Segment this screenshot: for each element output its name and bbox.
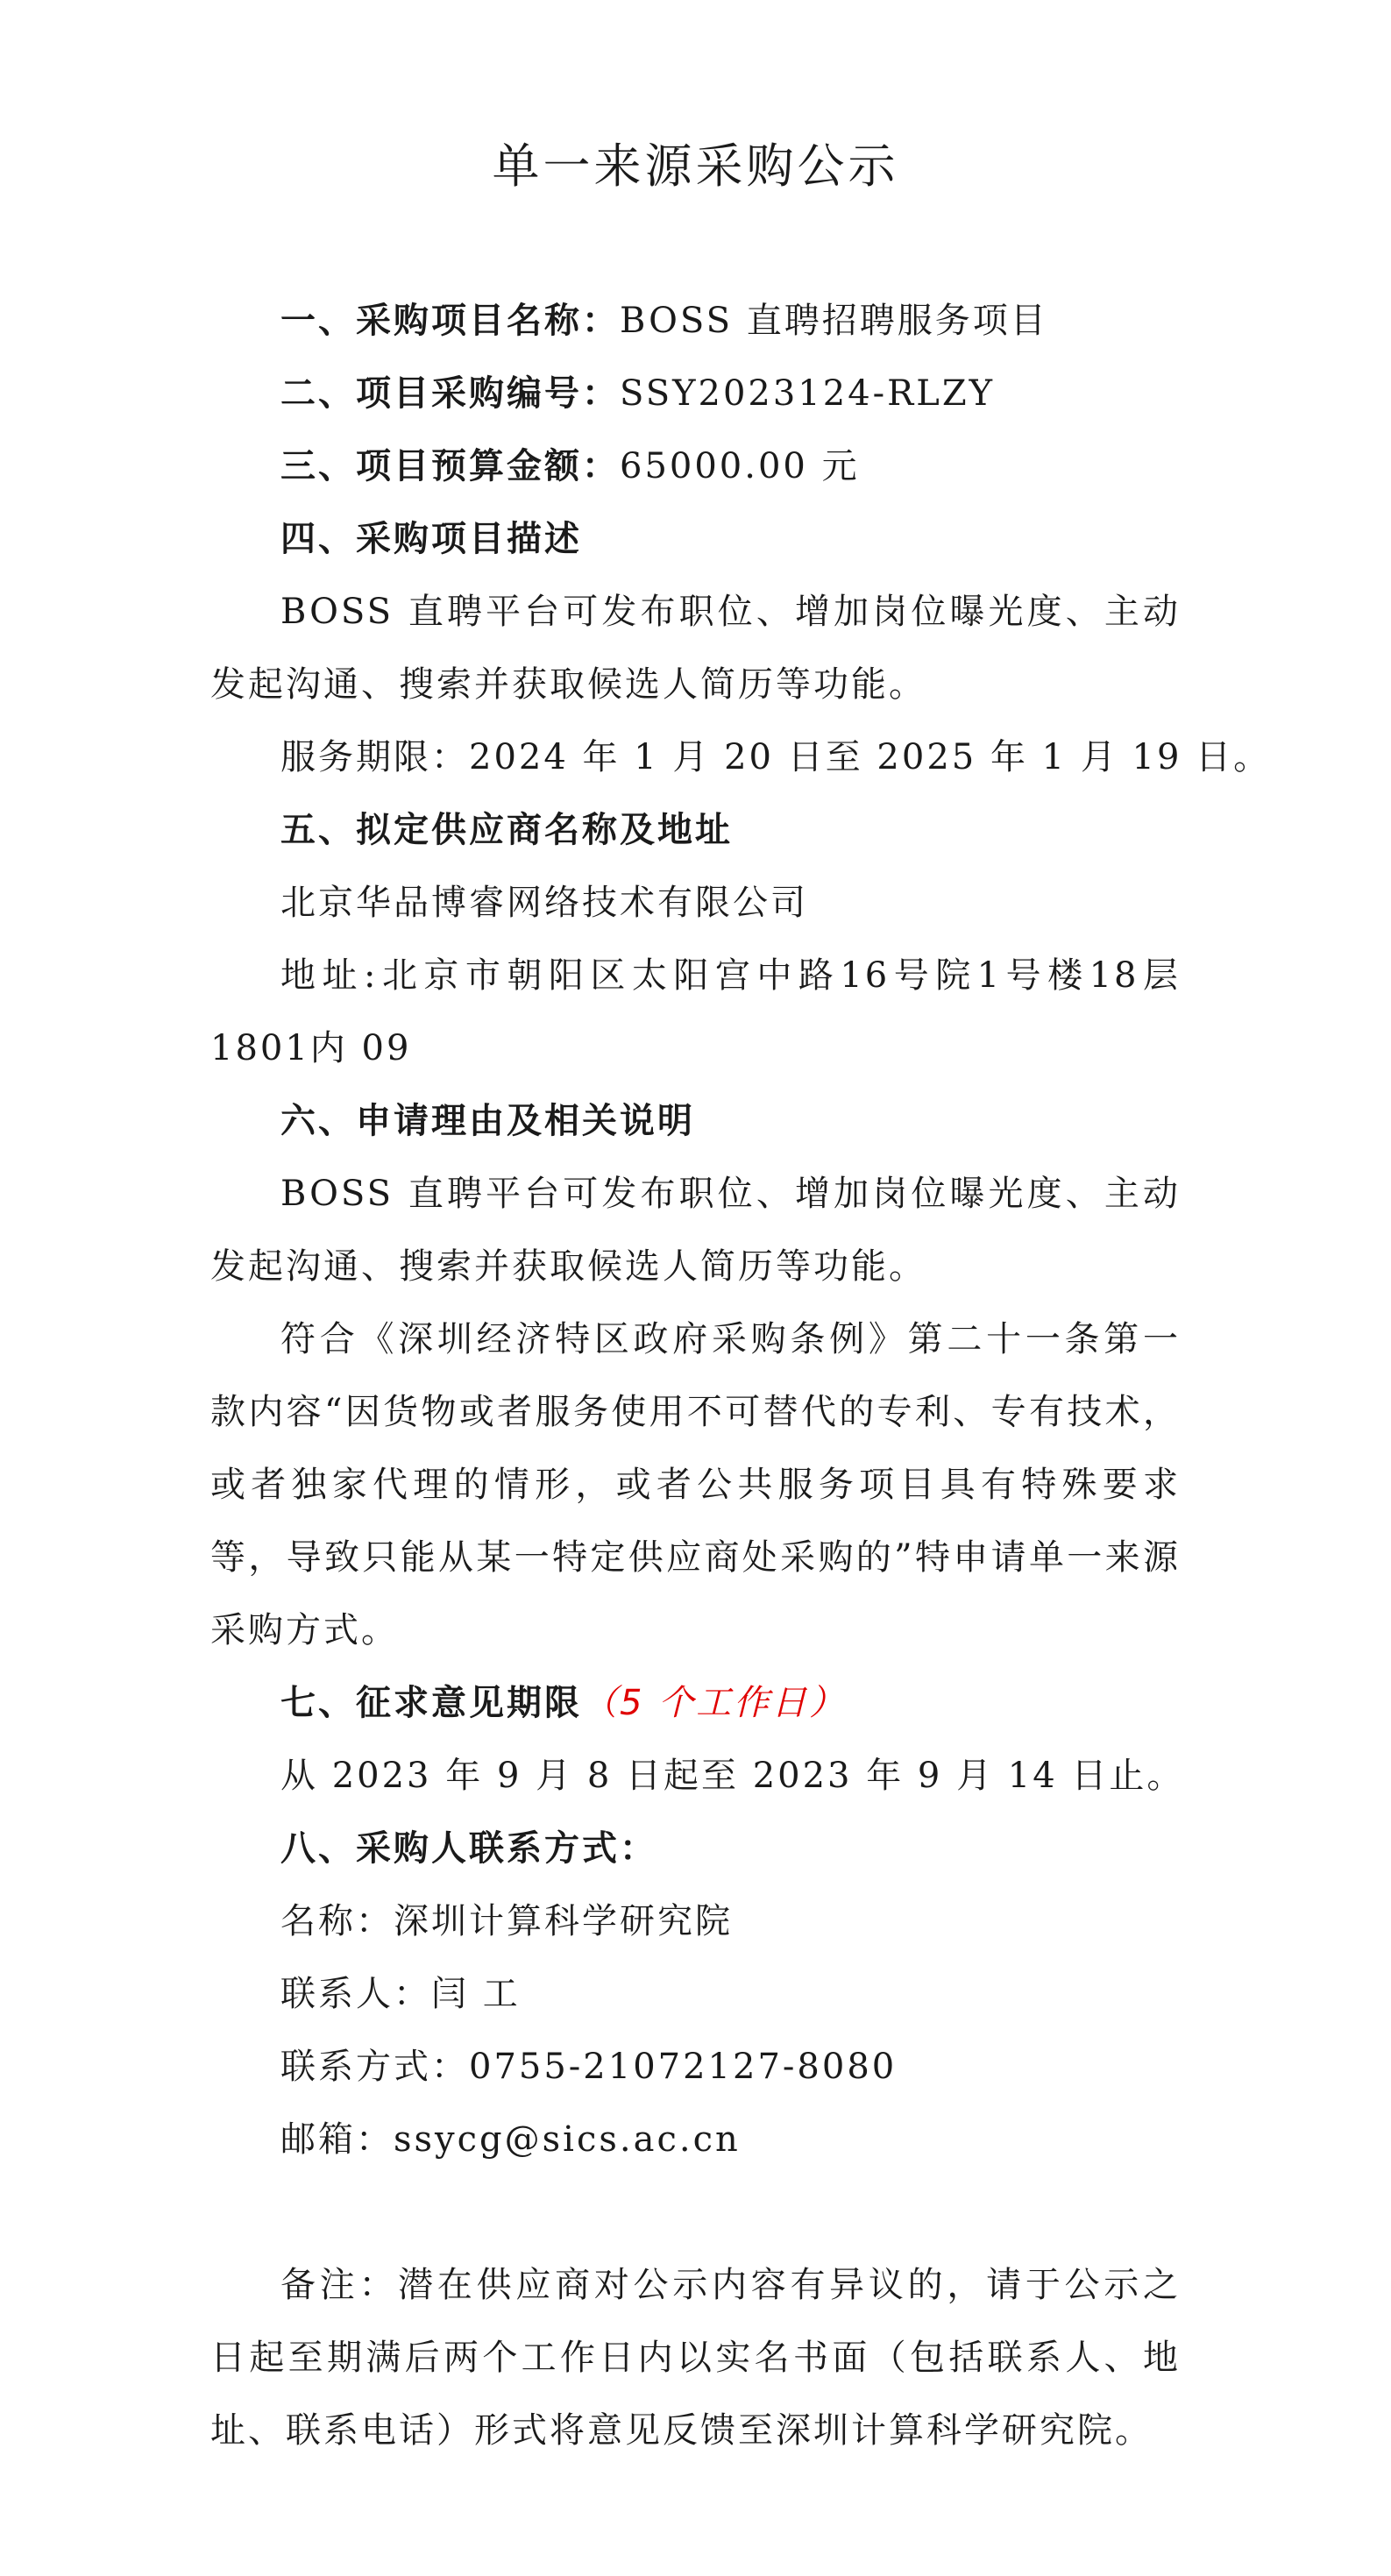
budget-label: 三、项目预算金额： xyxy=(280,446,620,486)
description-heading: 四、采购项目描述 xyxy=(280,519,582,559)
purchaser-contact-person: 联系人：闫 工 xyxy=(280,1974,521,2014)
page-title: 单一来源采购公示 xyxy=(492,138,899,194)
purchaser-phone: 联系方式：0755-21072127-8080 xyxy=(280,2047,898,2087)
supplier-address: 地址:北京市朝阳区太阳宫中路16号院1号楼18层1801内 09 xyxy=(210,955,1181,1068)
reason-description: BOSS 直聘平台可发布职位、增加岗位曝光度、主动发起沟通、搜索并获取候选人简历等功能。 xyxy=(210,1174,1181,1287)
purchaser-email: 邮箱：ssycg@sics.ac.cn xyxy=(280,2119,741,2160)
supplier-name: 北京华品博睿网络技术有限公司 xyxy=(280,883,808,923)
reason-legal-basis: 符合《深圳经济特区政府采购条例》第二十一条第一款内容“因货物或者服务使用不可替代的专利、专有技术，或者独家代理的情形，或者公共服务项目具有特殊要求等，导致只能从某一特定供应商处采购的”特申请单一来源采购方式。 xyxy=(210,1319,1181,1650)
remark-text: 备注：潜在供应商对公示内容有异议的，请于公示之日起至期满后两个工作日内以实名书面（包括联系人、地址、联系电话）形式将意见反馈至深圳计算科学研究院。 xyxy=(210,2265,1181,2451)
supplier-heading: 五、拟定供应商名称及地址 xyxy=(280,810,733,850)
budget-value: 65000.00 元 xyxy=(620,446,860,486)
budget-row xyxy=(210,430,1181,503)
project-name-label: 一、采购项目名称： xyxy=(280,301,620,341)
purchaser-name: 名称：深圳计算科学研究院 xyxy=(280,1901,733,1941)
project-number-value: SSY2023124-RLZY xyxy=(620,373,996,414)
purchaser-contact-heading: 八、采购人联系方式： xyxy=(280,1828,657,1869)
project-name-row xyxy=(210,285,1181,358)
comment-period-heading-row xyxy=(210,1667,1181,1740)
project-number-row xyxy=(210,358,1181,430)
comment-period: 从 2023 年 9 月 8 日起至 2023 年 9 月 14 日止。 xyxy=(280,1756,1185,1796)
comment-period-note: （5 个工作日） xyxy=(582,1683,848,1723)
section-spacer xyxy=(210,2176,1181,2249)
service-term: 服务期限：2024 年 1 月 20 日至 2025 年 1 月 19 日。 xyxy=(280,737,1272,777)
description-text: BOSS 直聘平台可发布职位、增加岗位曝光度、主动发起沟通、搜索并获取候选人简历等功能。 xyxy=(210,592,1181,705)
project-number-label: 二、项目采购编号： xyxy=(280,373,620,414)
project-name-value: BOSS 直聘招聘服务项目 xyxy=(620,301,1048,341)
comment-period-heading: 七、征求意见期限 xyxy=(280,1683,582,1723)
reason-heading: 六、申请理由及相关说明 xyxy=(280,1101,695,1141)
